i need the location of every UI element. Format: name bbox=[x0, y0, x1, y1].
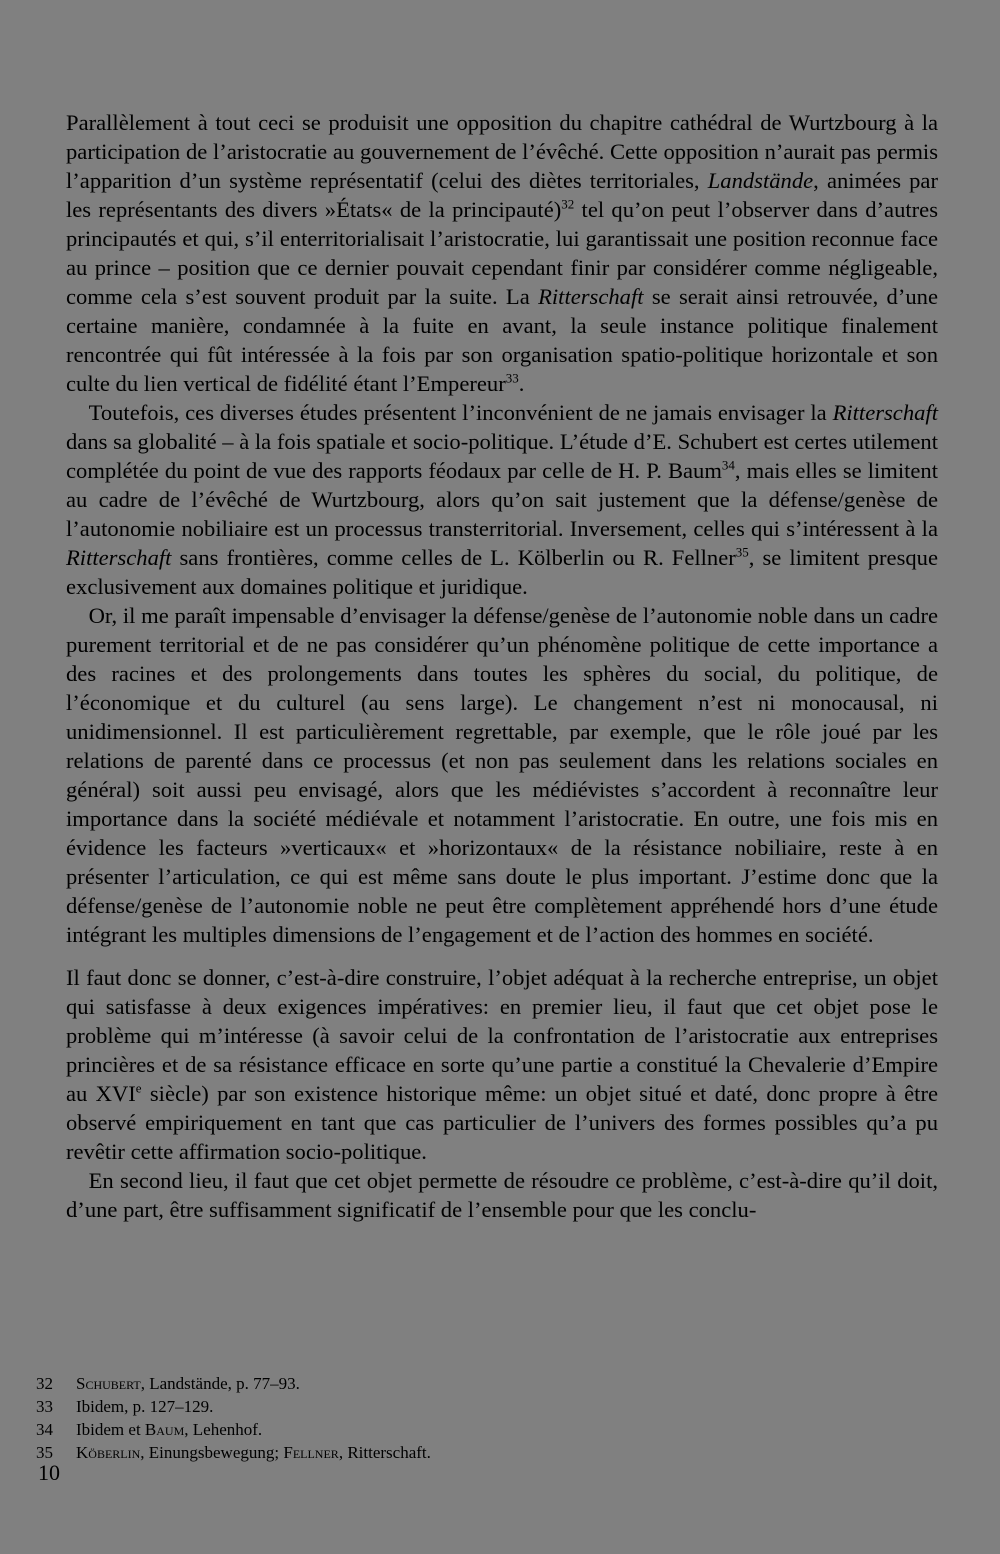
page-body bbox=[66, 108, 938, 1224]
footnote-number: 32 bbox=[36, 1374, 53, 1393]
text-run: , animées par les représentants des divers »États« de la principauté) bbox=[66, 168, 938, 222]
footnotes bbox=[36, 1372, 936, 1464]
footnote-reference: 35 bbox=[735, 544, 749, 560]
italic-term: Ritterschaft bbox=[832, 400, 938, 425]
footnote-text bbox=[76, 1372, 300, 1395]
footnote-reference: e bbox=[135, 1080, 142, 1096]
text-run: tel qu’on peut l’observer dans d’autres principautés et qui, s’il enterritorialisait l’aristocratie, lui garantissait une position reconnue face au prince – position que ce dernier pouvait cependant finir par considérer comme négligeable, comme cela s’est souvent produit par la suite. La bbox=[66, 197, 938, 309]
text-run: En second lieu, il faut que cet objet permette de résoudre ce problème, c’est-à-dire qu’il doit, d’une part, être suffisamment significatif de l’ensemble pour que les conclu- bbox=[66, 1168, 938, 1222]
footnote-author: Baum bbox=[144, 1420, 185, 1439]
footnote-author: Köberlin bbox=[76, 1443, 141, 1462]
footnote-rest: , Landstände, p. 77–93. bbox=[140, 1374, 300, 1393]
footnote-reference: 33 bbox=[505, 370, 519, 386]
text-run: Il faut donc se donner, c’est-à-dire construire, l’objet adéquat à la recherche entreprise, un objet qui satisfasse à deux exigences impératives: en premier lieu, il faut que cet objet pose le problème qui m’intéresse (à savoir celui de la confrontation de l’aristocratie aux entreprises princières et de sa résistance efficace en sorte qu’une partie a constitué la Chevalerie d’Empire au XVI bbox=[66, 965, 938, 1106]
text-run: . bbox=[518, 371, 525, 396]
paragraph-2 bbox=[66, 398, 938, 601]
paragraph-1 bbox=[66, 108, 938, 398]
text-run: Or, il me paraît impensable d’envisager la défense/genèse de l’autonomie noble dans un cadre purement territorial et de ne pas considérer qu’un phénomène politique de cette importance a des racines et des prolongements dans toutes les sphères du social, du politique, de l’économique et du culturel (au sens large). Le changement n’est ni monocausal, ni unidimensionnel. Il est particulièrement regrettable, par exemple, que le rôle joué par les relations de parenté dans ce processus (et non pas seulement dans les relations sociales en général) soit aussi peu envisagé, alors que les médiévistes s’accordent à reconnaître leur importance dans la société médiévale et notamment l’aristocratie. En outre, une fois mis en évidence les facteurs »verticaux« et »horizontaux« de la résistance nobiliaire, reste à en présenter l’articulation, ce qui est même sans doute le plus important. J’estime donc que la défense/genèse de l’autonomie noble ne peut être complètement appréhendé hors d’une étude intégrant les multiples dimensions de l’engagement et de l’action des hommes en société. bbox=[66, 603, 938, 947]
footnote-rest: Ibidem, p. 127–129. bbox=[76, 1397, 214, 1416]
footnote-34 bbox=[36, 1418, 936, 1441]
footnote-author: Fellner bbox=[283, 1443, 339, 1462]
footnote-rest: , Lehenhof. bbox=[184, 1420, 263, 1439]
text-run: , mais elles se limitent au cadre de l’évêché de Wurtzbourg, alors qu’on sait justement que la défense/genèse de l’autonomie nobiliaire est un processus transterritorial. Inversement, celles qui s’intéressent à la bbox=[66, 458, 938, 541]
footnote-rest: , Ritterschaft. bbox=[338, 1443, 431, 1462]
italic-term: Landstände bbox=[707, 168, 814, 193]
text-run: Toutefois, ces diverses études présentent l’inconvénient de ne jamais envisager la bbox=[88, 400, 833, 425]
footnote-text bbox=[76, 1441, 431, 1464]
page-number: 10 bbox=[38, 1460, 60, 1485]
footnote-33 bbox=[36, 1395, 936, 1418]
text-run: dans sa globalité – à la fois spatiale et socio-politique. L’étude d’E. Schubert est certes utilement complétée du point de vue des rapports féodaux par celle de H. P. Baum bbox=[66, 429, 938, 483]
text-run: se serait ainsi retrouvée, d’une certaine manière, condamnée à la fuite en avant, la seule instance politique finalement rencontrée qui fût intéressée à la fois par son organisation spatio-politique horizontale et son culte du lien vertical de fidélité étant l’Empereur bbox=[66, 284, 938, 396]
text-run: Parallèlement à tout ceci se produisit une opposition du chapitre cathédral de Wurtzbourg à la participation de l’aristocratie au gouvernement de l’évêché. Cette opposition n’aurait pas permis l’apparition d’un système représentatif (celui des diètes territoriales, bbox=[66, 110, 938, 193]
footnote-author: Schubert bbox=[76, 1374, 141, 1393]
italic-term: Ritterschaft bbox=[66, 545, 172, 570]
paragraph-3 bbox=[66, 601, 938, 949]
text-run: , se limitent presque exclusivement aux domaines politique et juridique. bbox=[66, 545, 938, 599]
text-run: sans frontières, comme celles de L. Kölberlin ou R. Fellner bbox=[171, 545, 736, 570]
footnote-reference: 34 bbox=[721, 457, 735, 473]
italic-term: Ritterschaft bbox=[538, 284, 644, 309]
main-text bbox=[66, 108, 938, 1224]
footnote-rest: , Einungsbewegung; bbox=[140, 1443, 284, 1462]
paragraph-5 bbox=[66, 1166, 938, 1224]
paragraph-4 bbox=[66, 963, 938, 1166]
footnote-reference: 32 bbox=[561, 196, 575, 212]
footnote-rest: Ibidem et bbox=[76, 1420, 145, 1439]
footnote-number: 33 bbox=[36, 1397, 53, 1416]
text-run: siècle) par son existence historique même: un objet situé et daté, donc propre à être observé empiriquement en tant que cas particulier de l’univers des formes possibles qu’a pu revêtir cette affirmation socio-politique. bbox=[66, 1081, 938, 1164]
footnote-text bbox=[76, 1418, 262, 1441]
footnote-number: 35 bbox=[36, 1443, 53, 1462]
footnote-text bbox=[76, 1395, 213, 1418]
footnote-number: 34 bbox=[36, 1420, 53, 1439]
footnote-35 bbox=[36, 1441, 936, 1464]
footnote-32 bbox=[36, 1372, 936, 1395]
